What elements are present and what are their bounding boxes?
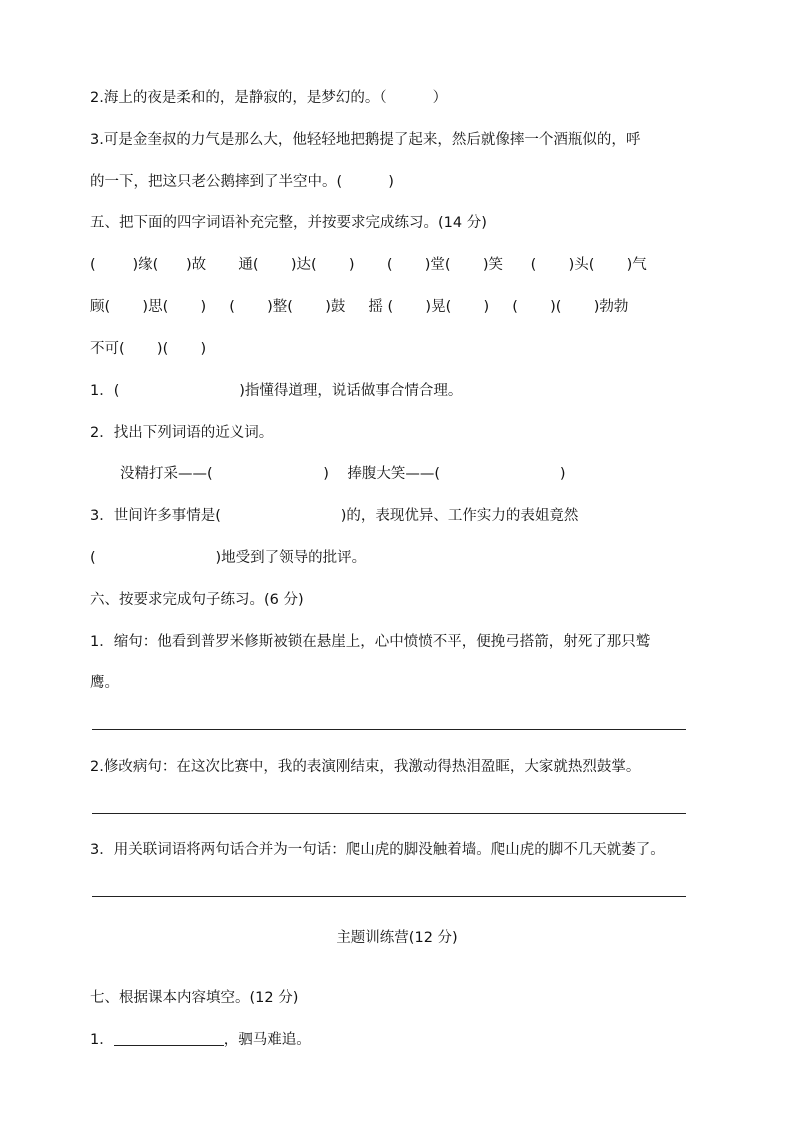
question-4-3-line1: 3.可是金奎叔的力气是那么大，他轻轻地把鹅提了起来，然后就像摔一个酒瓶似的，呼 [90, 132, 641, 148]
idiom-row-1: ( )缘( )故 通( )达( ) ( )堂( )笑 ( )头( )气 [90, 257, 647, 273]
fill-blank[interactable] [114, 1031, 224, 1046]
section-5-question-3-line2: ( )地受到了领导的批评。 [90, 550, 367, 566]
section-6-question-1-line1: 1．缩句：他看到普罗米修斯被锁在悬崖上，心中愤愤不平，便挽弓搭箭，射死了那只鹫 [90, 634, 651, 650]
section-6-question-1-line2: 鹰。 [90, 675, 119, 691]
answer-line-3 [92, 896, 686, 897]
section-5-question-1: 1．( )指懂得道理，说话做事合情合理。 [90, 383, 463, 399]
answer-line-2 [92, 813, 686, 814]
theme-heading: 主题训练营(12 分) [336, 930, 458, 946]
question-number: 1． [90, 1032, 114, 1048]
section-7-question-1 [90, 1030, 311, 1050]
section-6-title: 六、按要求完成句子练习。(6 分) [90, 592, 304, 608]
section-7-title: 七、根据课本内容填空。(12 分) [90, 990, 299, 1006]
section-6-question-2: 2.修改病句：在这次比赛中，我的表演刚结束，我激动得热泪盈眶，大家就热烈鼓掌。 [90, 759, 641, 775]
idiom-row-2: 顾( )思( ) ( )整( )鼓 摇 ( )晃( ) ( )( )勃勃 [90, 299, 629, 315]
section-6-question-3: 3．用关联词语将两句话合并为一句话：爬山虎的脚没触着墙。爬山虎的脚不几天就萎了。 [90, 842, 665, 858]
question-4-3-line2: 的一下，把这只老公鹅摔到了半空中。( ) [90, 174, 394, 190]
idiom-row-3: 不可( )( ) [90, 341, 207, 357]
question-text: ，驷马难追。 [223, 1032, 311, 1048]
section-5-title: 五、把下面的四字词语补充完整，并按要求完成练习。(14 分) [90, 215, 487, 231]
question-4-2: 2.海上的夜是柔和的，是静寂的，是梦幻的。（ ） [90, 90, 448, 106]
section-5-question-3-line1: 3．世间许多事情是( )的，表现优异、工作实力的表姐竟然 [90, 508, 579, 524]
answer-line-1 [92, 729, 686, 730]
synonym-line: 没精打采——( ) 捧腹大笑——( ) [120, 466, 566, 482]
section-5-question-2: 2．找出下列词语的近义词。 [90, 425, 274, 441]
